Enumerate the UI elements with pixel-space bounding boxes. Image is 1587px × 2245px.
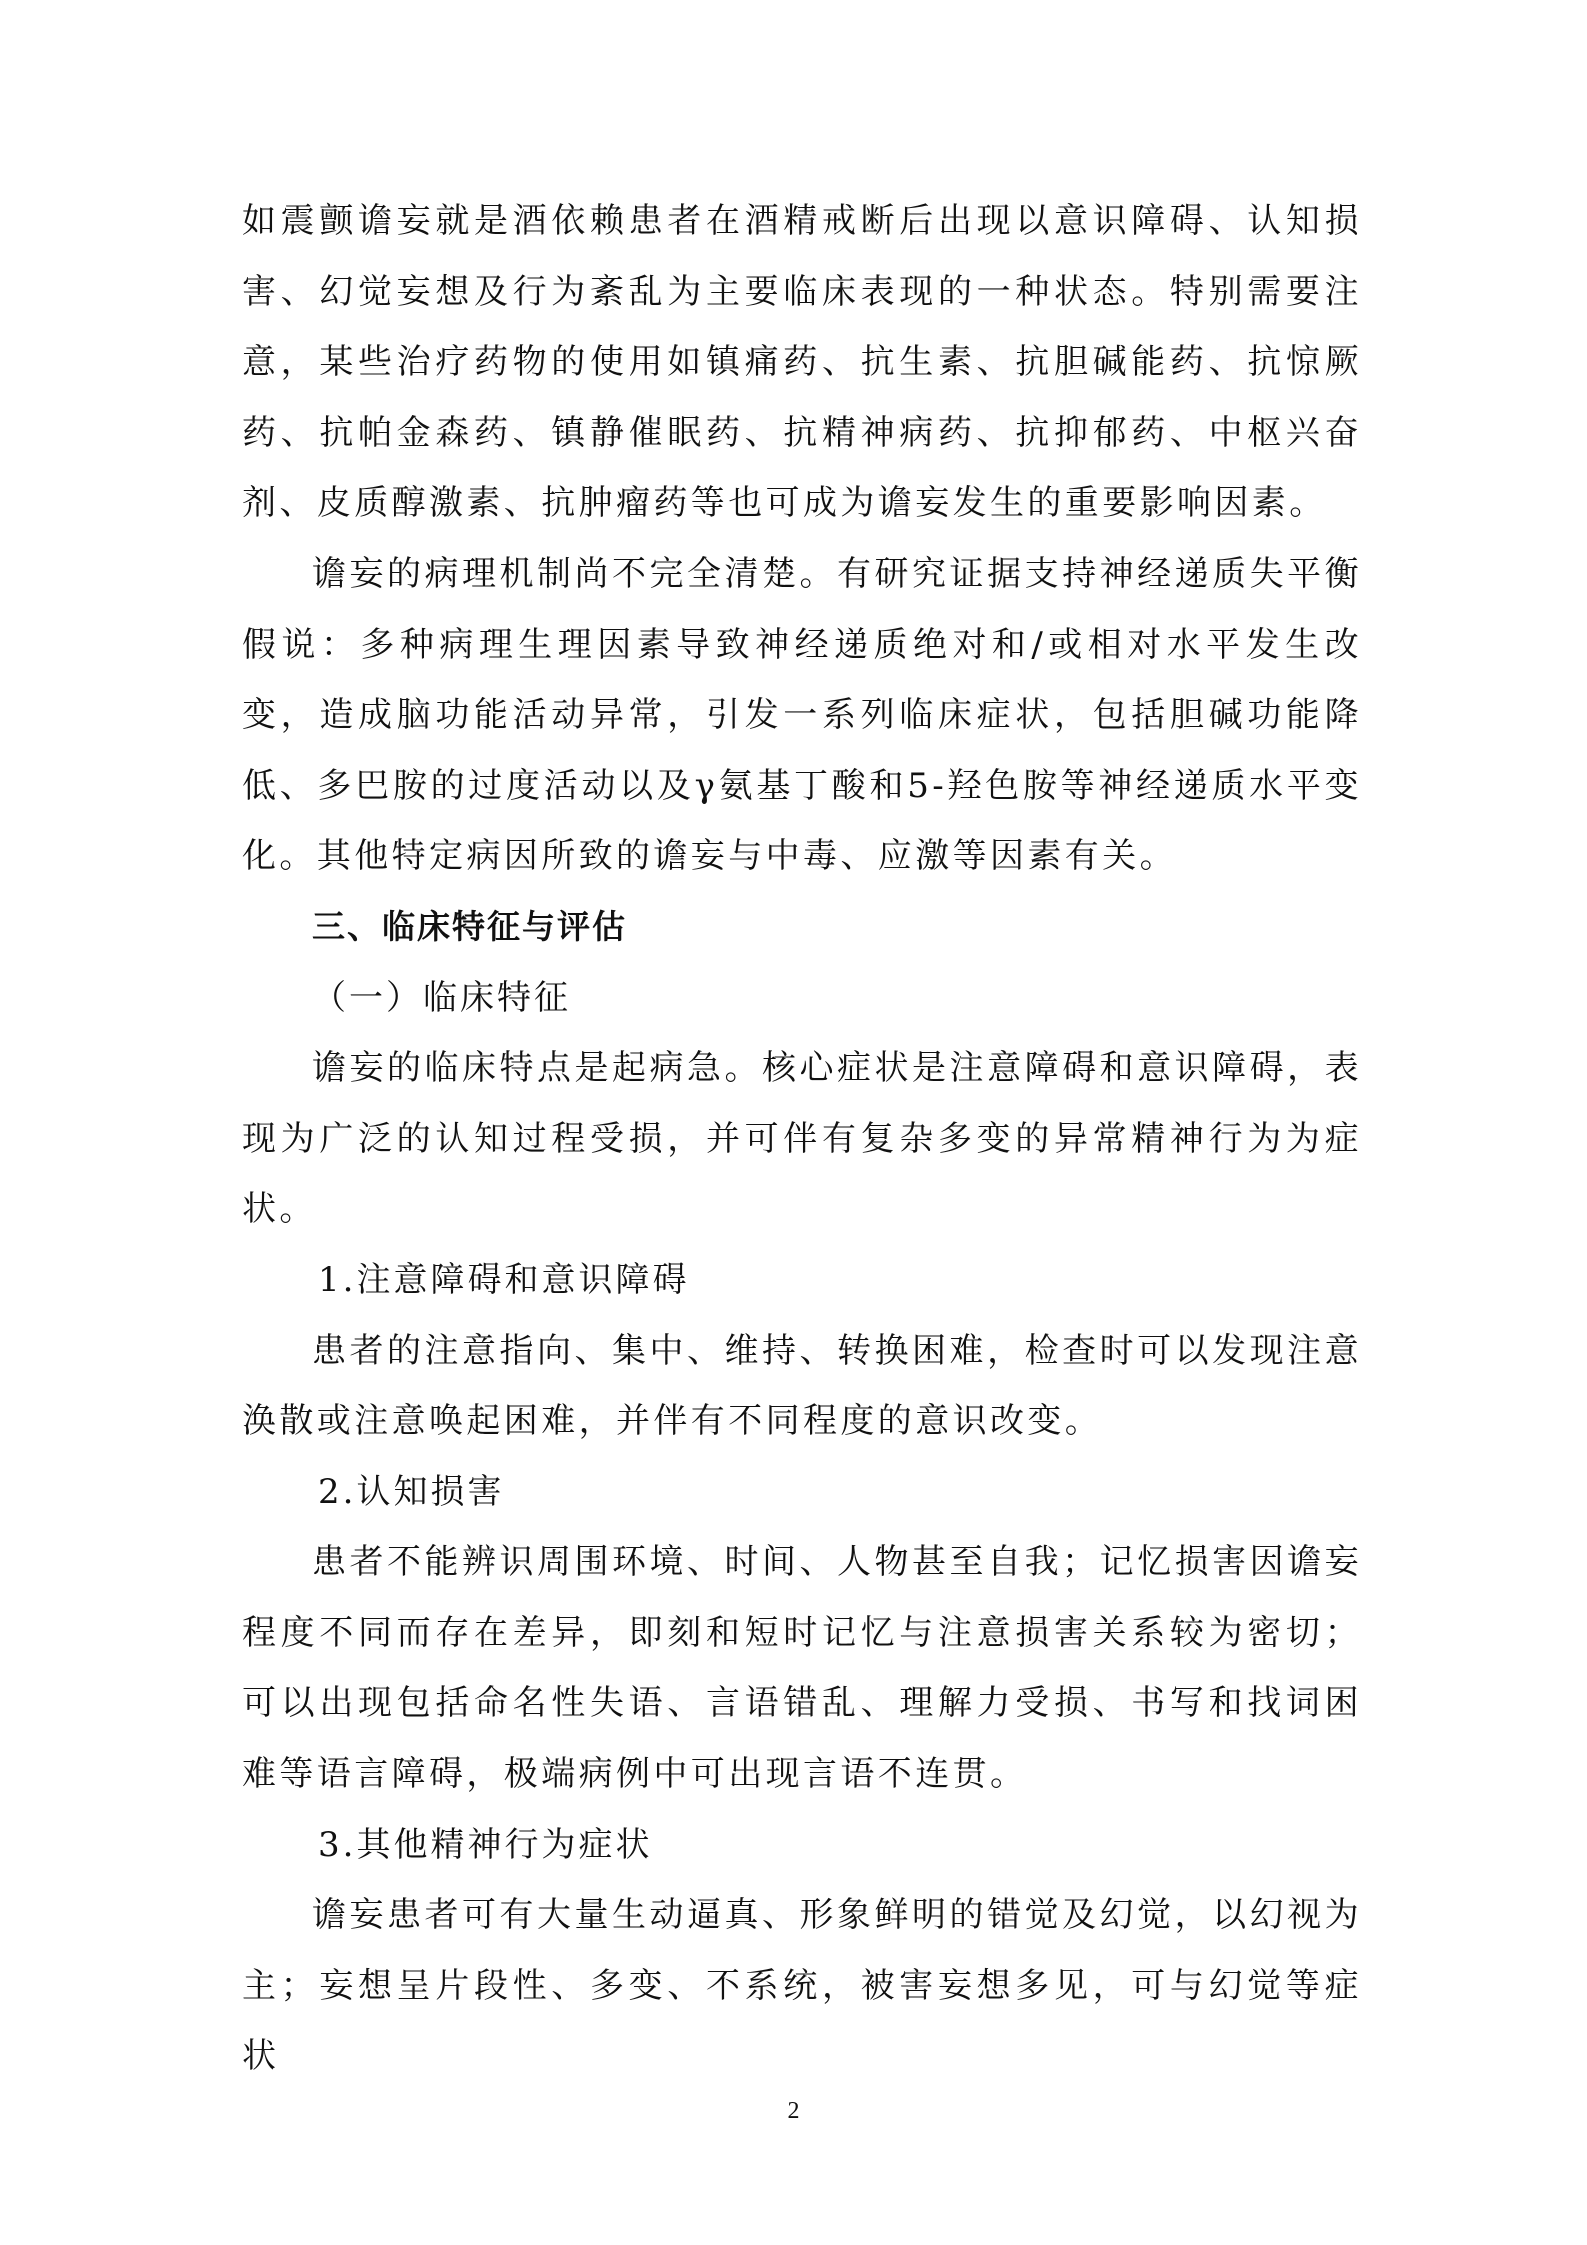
body-paragraph: 患者不能辨识周围环境、时间、人物甚至自我；记忆损害因谵妄程度不同而存在差异，即刻和短时记忆与注意损害关系较为密切；可以出现包括命名性失语、言语错乱、理解力受损、书写和找词困难等语言障碍，极端病例中可出现言语不连贯。: [242, 1542, 1362, 1795]
item-title: 1.注意障碍和意识障碍: [318, 1259, 690, 1300]
section-heading: 三、临床特征与评估: [312, 906, 627, 946]
body-paragraph: 患者的注意指向、集中、维持、转换困难，检查时可以发现注意涣散或注意唤起困难，并伴有不同程度的意识改变。: [242, 1330, 1362, 1442]
page-number: 2: [787, 2098, 800, 2124]
body-paragraph: 谵妄的病理机制尚不完全清楚。有研究证据支持神经递质失平衡假说：多种病理生理因素导致神经递质绝对和/或相对水平发生改变，造成脑功能活动异常，引发一系列临床症状，包括胆碱功能降低、多巴胺的过度活动以及γ氨基丁酸和5-羟色胺等神经递质水平变化。其他特定病因所致的谵妄与中毒、应激等因素有关。: [242, 553, 1362, 877]
item-title: 2.认知损害: [318, 1471, 505, 1512]
body-paragraph: 谵妄的临床特点是起病急。核心症状是注意障碍和意识障碍，表现为广泛的认知过程受损，并可伴有复杂多变的异常精神行为为症状。: [242, 1048, 1362, 1230]
item-title: 3.其他精神行为症状: [318, 1824, 653, 1865]
body-paragraph: 如震颤谵妄就是酒依赖患者在酒精戒断后出现以意识障碍、认知损害、幻觉妄想及行为紊乱为主要临床表现的一种状态。特别需要注意，某些治疗药物的使用如镇痛药、抗生素、抗胆碱能药、抗惊厥药、抗帕金森药、镇静催眠药、抗精神病药、抗抑郁药、中枢兴奋剂、皮质醇激素、抗肿瘤药等也可成为谵妄发生的重要影响因素。: [242, 201, 1362, 524]
page-body: [242, 186, 1362, 2092]
subsection-heading: （一）临床特征: [312, 977, 571, 1018]
body-paragraph: 谵妄患者可有大量生动逼真、形象鲜明的错觉及幻觉，以幻视为主；妄想呈片段性、多变、不系统，被害妄想多见，可与幻觉等症状: [242, 1895, 1362, 2077]
